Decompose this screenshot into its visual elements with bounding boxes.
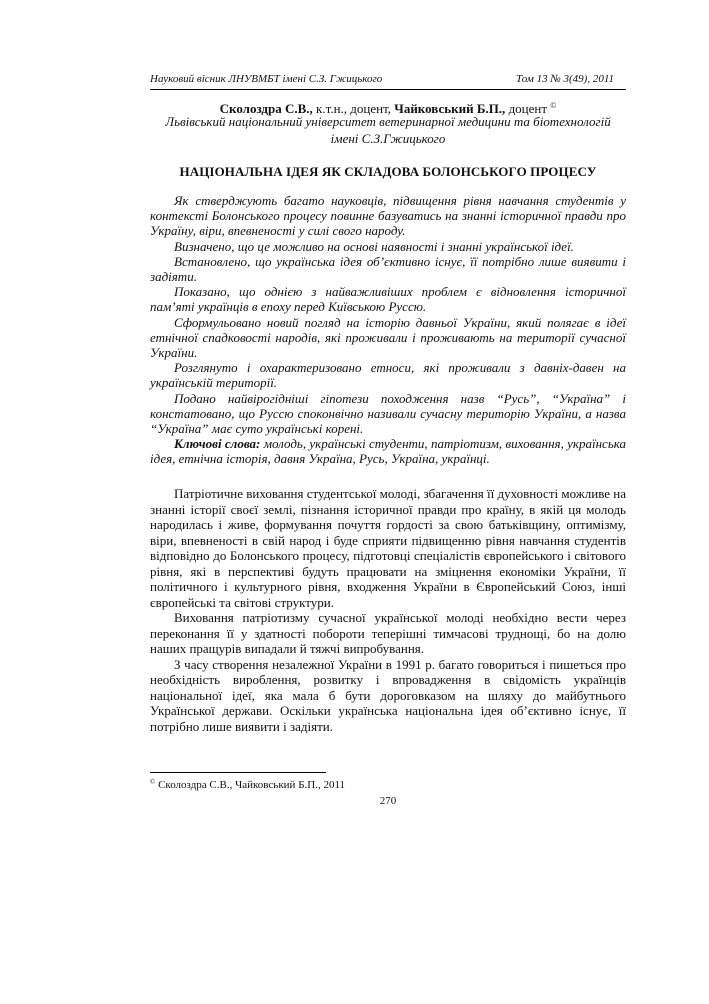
footnote-divider (150, 772, 326, 773)
journal-name: Науковий вісник ЛНУВМБТ імені С.З. Гжицького (150, 73, 383, 85)
journal-volume: Том 13 № 3(49), 2011 (516, 73, 614, 85)
article-title: НАЦІОНАЛЬНА ІДЕЯ ЯК СКЛАДОВА БОЛОНСЬКОГО ПРОЦЕСУ (179, 164, 597, 179)
abstract-paragraph: Подано найвірогідніші гіпотези походження назв “Русь”, “Україна” і констатовано, що Руссю споконвічно називали сучасну територію України, а назва “Україна” має суто українські корені. (150, 390, 626, 437)
abstract-paragraph: Як стверджують багато науковців, підвищення рівня навчання студентів у контексті Болонського процесу повинне базуватись на знанні історичної правди про Україну, віри, впевненості у силі свого народу. (150, 193, 626, 239)
body-paragraph: Виховання патріотизму сучасної української молоді необхідно вести через переконання її у здатності побороти теперішні тимчасові труднощі, бо на долю наших пращурів випадали й тяжчі випробування. (150, 610, 626, 656)
footnote-mark: © (150, 778, 156, 786)
abstract-paragraph: Сформульовано новий погляд на історію давньої України, який полягає в ідеї етнічної спадковості народів, які проживали і проживають на території сучасної України. (150, 314, 626, 361)
keywords-text: молодь, українські студенти, патріотизм, виховання, українська ідея, етнічна історія, давня Україна, Русь, Україна, українці. (150, 436, 626, 467)
abstract-paragraph: Показано, що однією з найважливіших проблем є відновлення історичної пам’яті українців в епоху перед Київською Руссю. (150, 284, 626, 315)
page-number: 270 (379, 795, 397, 807)
abstract-paragraph: Визначено, що це можливо на основі наявності і знанні української ідеї. (174, 238, 574, 254)
author-1-info: к.т.н., доцент, (312, 101, 395, 116)
author-2-info: доцент (505, 101, 551, 116)
body-paragraph: Патріотичне виховання студентської молоді, збагачення її духовності можливе на знанні історії своєї землі, пізнання історичної правди про країну, в якій ця молодь народилась і живе, формування почуття гордості за свою батьківщину, оптимізму, віри, впевненості в свій народ і буде сприяти підвищенню рівня навчання студентів відповідно до Болонського процесу, підготовці спеціалістів європейського і світового рівня, які в перспективі будуть працювати на зміцнення економіки України, її політичного і культурного рівня, входження України в Європейський Союз, інші європейські та світові структури. (150, 486, 627, 610)
copyright-mark: © (550, 101, 557, 110)
footnote (150, 778, 345, 791)
running-header (150, 73, 626, 90)
body-paragraph: З часу створення незалежної України в 1991 р. багато говориться і пишеться про необхідність вироблення, розвитку і впровадження в свідомість українців національної ідеї, яка мала б бути дороговказом на шляху до майбутнього Української держави. Оскільки українська національна ідея об’єктивно існує, її потрібно лише виявити і задіяти. (150, 656, 626, 734)
keywords-label: Ключові слова: (174, 436, 261, 452)
author-2-name: Чайковський Б.П., (394, 101, 506, 116)
abstract-paragraph: Розглянуто і охарактеризовано етноси, які проживали з давніх-давен на українській території. (150, 360, 626, 391)
footnote-text: Сколоздра С.В., Чайковський Б.П., 2011 (155, 779, 346, 791)
keywords (150, 436, 626, 466)
author-1-name: Сколоздра С.В., (219, 101, 313, 116)
abstract (150, 193, 626, 467)
affiliation: Львівський національний університет ветеринарної медицини та біотехнологій імені С.З.Гжицького (165, 114, 611, 146)
abstract-paragraph: Встановлено, що українська ідея об’єктивно існує, її потрібно лише виявити і задіяти. (150, 253, 626, 285)
body-text (150, 486, 626, 734)
